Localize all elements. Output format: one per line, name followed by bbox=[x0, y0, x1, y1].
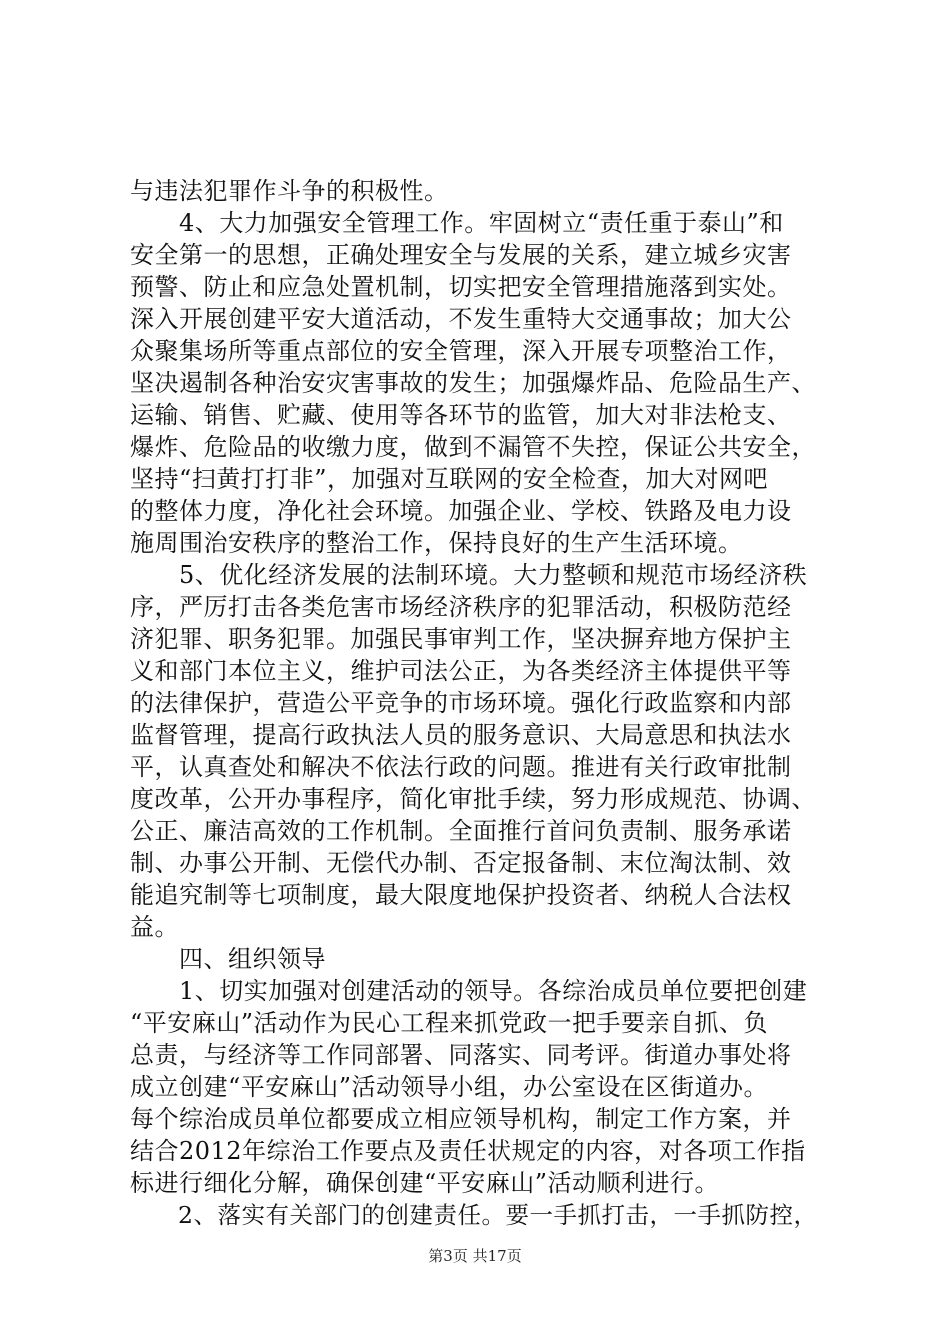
text-line: 与违法犯罪作斗争的积极性。 bbox=[130, 177, 449, 205]
text-line: 总责，与经济等工作同部署、同落实、同考评。街道办事处将 bbox=[130, 1041, 792, 1069]
text-line: 平，认真查处和解决不依法行政的问题。推进有关行政审批制 bbox=[130, 753, 792, 781]
text-line: 度改革，公开办事程序，简化审批手续，努力形成规范、协调、 bbox=[130, 785, 816, 813]
text-line: 4、大力加强安全管理工作。牢固树立“责任重于泰山”和 bbox=[130, 209, 784, 237]
text-line: 预警、防止和应急处置机制，切实把安全管理措施落到实处。 bbox=[130, 273, 792, 301]
text-line: 济犯罪、职务犯罪。加强民事审判工作，坚决摒弃地方保护主 bbox=[130, 625, 792, 653]
text-line: 运输、销售、贮藏、使用等各环节的监管，加大对非法枪支、 bbox=[130, 401, 792, 429]
text-line: 序，严厉打击各类危害市场经济秩序的犯罪活动，积极防范经 bbox=[130, 593, 792, 621]
text-line: “平安麻山”活动作为民心工程来抓党政一把手要亲自抓、负 bbox=[130, 1009, 769, 1037]
text-line: 的整体力度，净化社会环境。加强企业、学校、铁路及电力设 bbox=[130, 497, 792, 525]
text-line: 2、落实有关部门的创建责任。要一手抓打击，一手抓防控， bbox=[130, 1201, 818, 1229]
text-line: 5、优化经济发展的法制环境。大力整顿和规范市场经济秩 bbox=[130, 561, 808, 589]
text-line: 深入开展创建平安大道活动，不发生重特大交通事故；加大公 bbox=[130, 305, 792, 333]
text-line: 制、办事公开制、无偿代办制、否定报备制、末位淘汰制、效 bbox=[130, 849, 792, 877]
text-line: 义和部门本位主义，维护司法公正，为各类经济主体提供平等 bbox=[130, 657, 792, 685]
text-line: 监督管理，提高行政执法人员的服务意识、大局意思和执法水 bbox=[130, 721, 792, 749]
text-line: 成立创建“平安麻山”活动领导小组，办公室设在区街道办。 bbox=[130, 1073, 769, 1101]
text-line: 1、切实加强对创建活动的领导。各综治成员单位要把创建 bbox=[130, 977, 808, 1005]
text-line: 结合2012年综治工作要点及责任状规定的内容，对各项工作指 bbox=[130, 1137, 806, 1165]
text-line: 标进行细化分解，确保创建“平安麻山”活动顺利进行。 bbox=[130, 1169, 720, 1197]
text-line: 安全第一的思想，正确处理安全与发展的关系，建立城乡灾害 bbox=[130, 241, 792, 269]
text-line: 坚决遏制各种治安灾害事故的发生；加强爆炸品、危险品生产、 bbox=[130, 369, 816, 397]
text-line: 众聚集场所等重点部位的安全管理，深入开展专项整治工作， bbox=[130, 337, 792, 365]
text-line: 能追究制等七项制度，最大限度地保护投资者、纳税人合法权 bbox=[130, 881, 792, 909]
text-line: 坚持“扫黄打打非”，加强对互联网的安全检查，加大对网吧 bbox=[130, 465, 769, 493]
page-number-footer: 第3页 共17页 bbox=[428, 1247, 522, 1265]
text-line: 施周围治安秩序的整治工作，保持良好的生产生活环境。 bbox=[130, 529, 743, 557]
text-line: 益。 bbox=[130, 913, 179, 941]
text-line: 的法律保护，营造公平竞争的市场环境。强化行政监察和内部 bbox=[130, 689, 792, 717]
text-line: 公正、廉洁高效的工作机制。全面推行首问负责制、服务承诺 bbox=[130, 817, 792, 845]
section-heading: 四、组织领导 bbox=[130, 945, 326, 973]
text-line: 爆炸、危险品的收缴力度，做到不漏管不失控，保证公共安全， bbox=[130, 433, 816, 461]
text-line: 每个综治成员单位都要成立相应领导机构，制定工作方案，并 bbox=[130, 1105, 792, 1133]
